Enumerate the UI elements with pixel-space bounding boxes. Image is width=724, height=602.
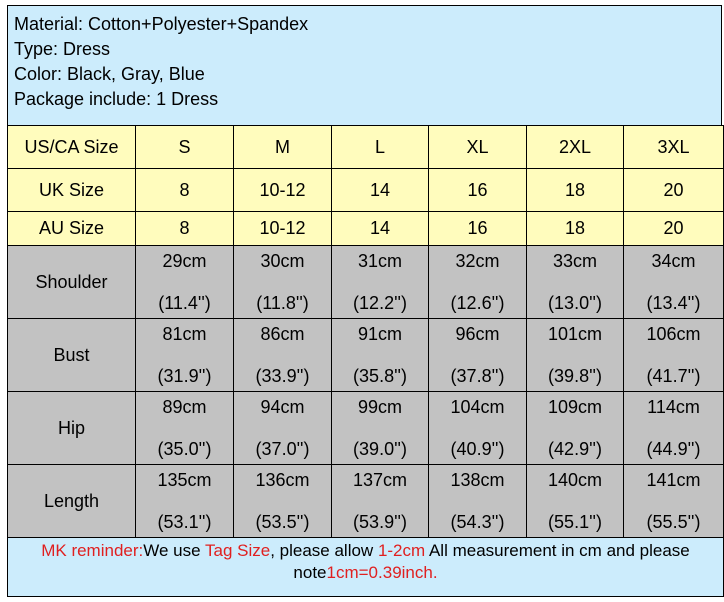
size-cell: XL	[429, 126, 527, 169]
cm-value: 30cm	[260, 251, 305, 271]
measure-label: Bust	[8, 319, 136, 392]
length-row	[8, 465, 724, 538]
us-size-row	[8, 126, 724, 169]
reminder-tolerance: 1-2cm	[377, 541, 426, 560]
inch-value: (12.2'')	[353, 293, 407, 313]
measure-cell	[332, 246, 429, 319]
inch-value: (35.8'')	[353, 366, 407, 386]
cm-value: 34cm	[651, 251, 696, 271]
size-cell: 2XL	[527, 126, 624, 169]
reminder-tag-size: Tag Size	[205, 541, 271, 560]
measure-cell	[234, 246, 332, 319]
size-cell: 14	[332, 212, 429, 246]
measure-cell	[429, 246, 527, 319]
measure-cell	[624, 465, 724, 538]
measure-cell	[136, 246, 234, 319]
cm-value: 101cm	[547, 324, 603, 344]
inch-value: (41.7'')	[646, 366, 701, 386]
uk-size-label: UK Size	[8, 169, 136, 212]
size-cell: 10-12	[234, 169, 332, 212]
size-cell: 8	[136, 212, 234, 246]
reminder-text: We use	[143, 541, 205, 560]
inch-value: (12.6'')	[450, 293, 505, 313]
measure-cell	[527, 319, 624, 392]
measure-cell	[429, 465, 527, 538]
product-info	[7, 5, 722, 125]
reminder-row	[8, 538, 724, 597]
inch-value: (37.8'')	[450, 366, 505, 386]
measure-cell	[527, 246, 624, 319]
inch-value: (55.5'')	[646, 512, 701, 532]
cm-value: 138cm	[450, 470, 505, 490]
cm-value: 114cm	[647, 397, 700, 417]
inch-value: (44.9'')	[646, 439, 701, 459]
color-line: Color: Black, Gray, Blue	[14, 64, 205, 84]
inch-value: (39.8'')	[548, 366, 602, 386]
measure-cell	[136, 392, 234, 465]
material-line: Material: Cotton+Polyester+Spandex	[14, 14, 309, 34]
measure-label: Hip	[8, 392, 136, 465]
cm-value: 136cm	[255, 470, 310, 490]
inch-value: (33.9'')	[255, 366, 310, 386]
cm-value: 96cm	[455, 324, 500, 344]
hip-row	[8, 392, 724, 465]
inch-value: (13.4'')	[646, 293, 701, 313]
size-cell: 10-12	[234, 212, 332, 246]
size-cell: 8	[136, 169, 234, 212]
measure-cell	[429, 392, 527, 465]
measure-cell	[234, 392, 332, 465]
measure-cell	[624, 392, 724, 465]
measure-cell	[332, 319, 429, 392]
inch-value: (54.3'')	[450, 512, 505, 532]
inch-value: (42.9'')	[548, 439, 602, 459]
inch-value: (35.0'')	[157, 439, 212, 459]
size-cell: 18	[527, 212, 624, 246]
cm-value: 33cm	[552, 251, 597, 271]
inch-value: (11.4'')	[158, 293, 211, 313]
inch-value: (37.0'')	[255, 439, 310, 459]
us-size-label: US/CA Size	[8, 126, 136, 169]
size-cell: M	[234, 126, 332, 169]
measure-label: Shoulder	[8, 246, 136, 319]
package-line: Package include: 1 Dress	[14, 89, 219, 109]
inch-value: (31.9'')	[157, 366, 212, 386]
size-cell: 20	[624, 169, 724, 212]
measure-cell	[527, 465, 624, 538]
inch-value: (11.8'')	[256, 293, 309, 313]
measure-cell	[429, 319, 527, 392]
size-cell: 14	[332, 169, 429, 212]
au-size-label: AU Size	[8, 212, 136, 246]
cm-value: 109cm	[547, 397, 603, 417]
inch-value: (55.1'')	[548, 512, 602, 532]
inch-value: (13.0'')	[548, 293, 602, 313]
bust-row	[8, 319, 724, 392]
measure-cell	[624, 246, 724, 319]
size-cell: 16	[429, 212, 527, 246]
cm-value: 91cm	[357, 324, 402, 344]
inch-value: (53.1'')	[157, 512, 212, 532]
cm-value: 140cm	[547, 470, 603, 490]
reminder-prefix: MK reminder:	[41, 541, 144, 560]
type-line: Type: Dress	[14, 39, 111, 59]
cm-value: 99cm	[357, 397, 402, 417]
cm-value: 141cm	[646, 470, 701, 490]
measure-cell	[624, 319, 724, 392]
size-cell: 16	[429, 169, 527, 212]
shoulder-row	[8, 246, 724, 319]
measure-cell	[527, 392, 624, 465]
size-chart	[7, 5, 722, 597]
cm-value: 86cm	[260, 324, 305, 344]
measure-cell	[136, 319, 234, 392]
reminder-note	[8, 538, 724, 597]
cm-value: 106cm	[646, 324, 701, 344]
inch-value: (53.9'')	[353, 512, 407, 532]
cm-value: 94cm	[260, 397, 305, 417]
reminder-text: All measurement in cm and please note	[293, 541, 690, 582]
measure-cell	[234, 319, 332, 392]
reminder-conversion: 1cm=0.39inch.	[326, 563, 438, 582]
reminder-text: , please allow	[270, 541, 378, 560]
size-cell: 20	[624, 212, 724, 246]
cm-value: 89cm	[162, 397, 207, 417]
cm-value: 29cm	[162, 251, 207, 271]
cm-value: 137cm	[352, 470, 408, 490]
inch-value: (53.5'')	[255, 512, 310, 532]
size-cell: L	[332, 126, 429, 169]
cm-value: 81cm	[162, 324, 207, 344]
cm-value: 32cm	[455, 251, 500, 271]
uk-size-row	[8, 169, 724, 212]
size-table	[7, 125, 724, 597]
cm-value: 135cm	[157, 470, 212, 490]
measure-cell	[332, 465, 429, 538]
cm-value: 104cm	[450, 397, 505, 417]
measure-label: Length	[8, 465, 136, 538]
cm-value: 31cm	[357, 251, 402, 271]
au-size-row	[8, 212, 724, 246]
size-cell: 18	[527, 169, 624, 212]
measure-cell	[332, 392, 429, 465]
size-cell: S	[136, 126, 234, 169]
measure-cell	[234, 465, 332, 538]
inch-value: (40.9'')	[450, 439, 505, 459]
inch-value: (39.0'')	[353, 439, 407, 459]
size-cell: 3XL	[624, 126, 724, 169]
measure-cell	[136, 465, 234, 538]
